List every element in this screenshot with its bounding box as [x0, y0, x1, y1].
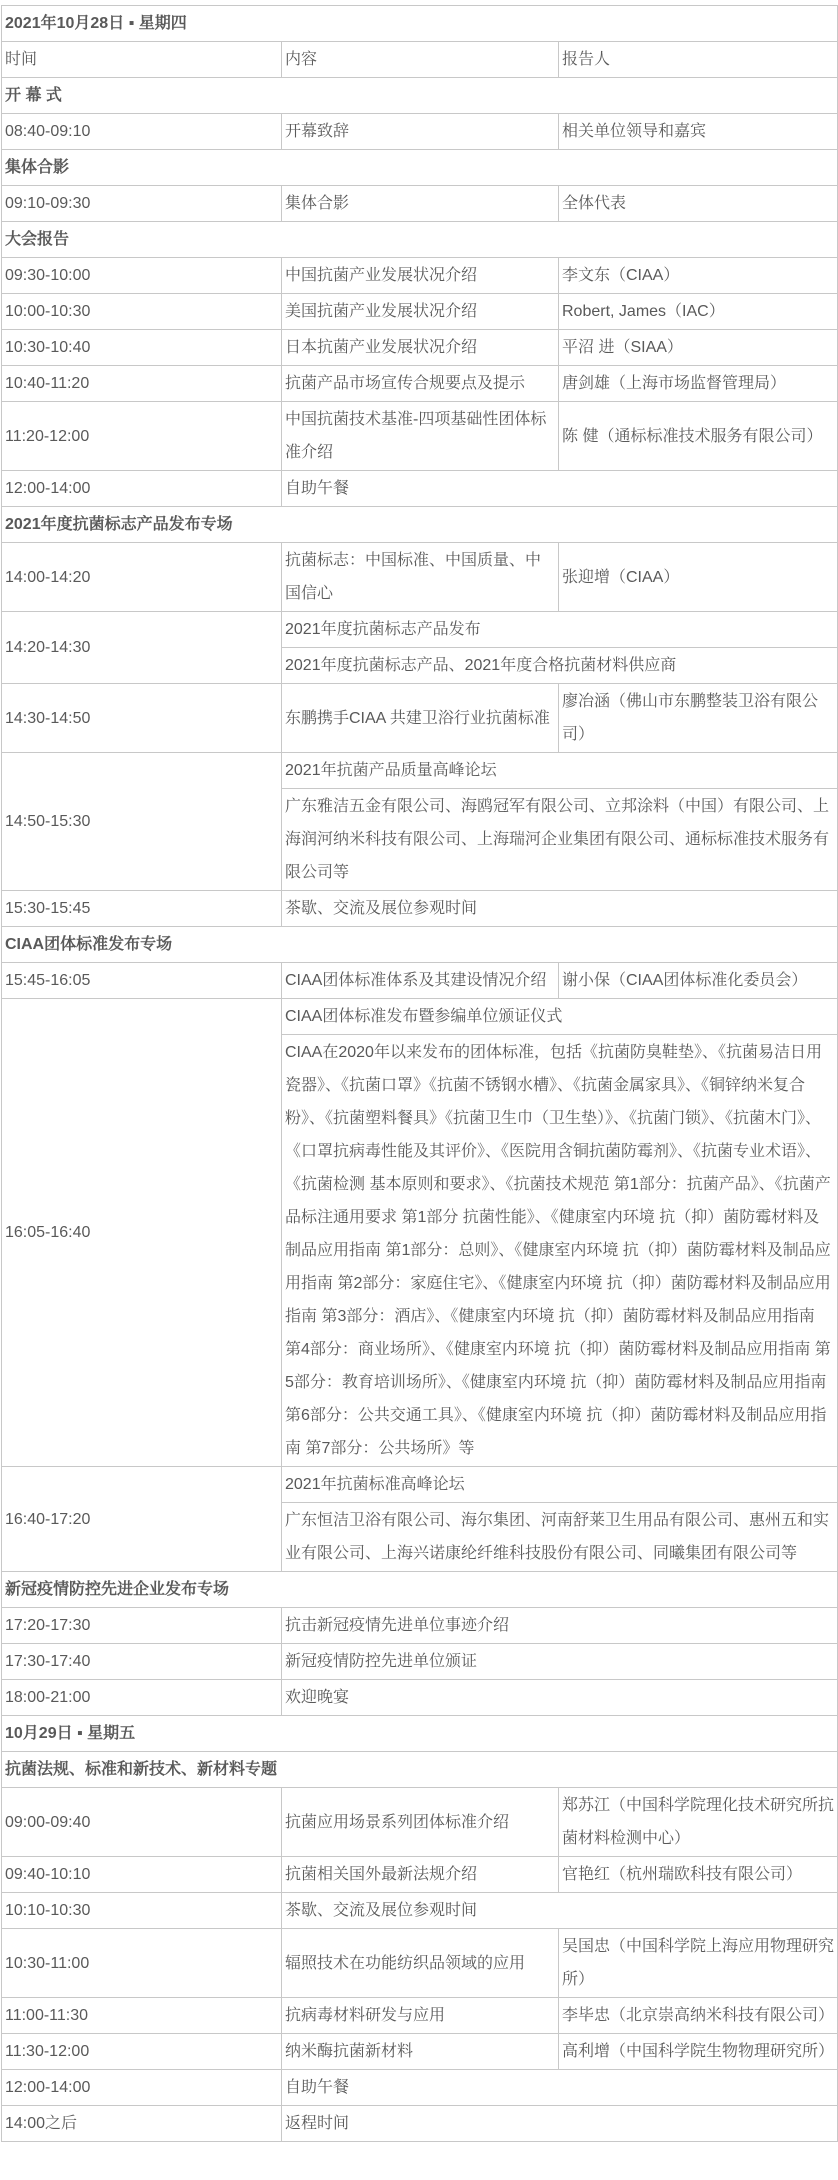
schedule-table	[1, 5, 838, 2142]
agenda-row	[2, 543, 838, 612]
agenda-row	[2, 1608, 838, 1644]
content-cell: 2021年抗菌产品质量高峰论坛	[282, 753, 838, 789]
agenda-row	[2, 753, 838, 789]
content-cell: 2021年度抗菌标志产品、2021年度合格抗菌材料供应商	[282, 648, 838, 684]
time-cell: 16:40-17:20	[2, 1467, 282, 1572]
agenda-row	[2, 2106, 838, 2142]
time-cell: 10:00-10:30	[2, 294, 282, 330]
section-label: 抗菌法规、标准和新技术、新材料专题	[2, 1752, 838, 1788]
content-cell: 中国抗菌技术基准-四项基础性团体标准介绍	[282, 402, 559, 471]
section-row	[2, 927, 838, 963]
agenda-row	[2, 1680, 838, 1716]
time-cell: 10:40-11:20	[2, 366, 282, 402]
agenda-row	[2, 999, 838, 1035]
content-cell: 自助午餐	[282, 471, 838, 507]
day-header-row	[2, 6, 838, 42]
content-cell: CIAA团体标准发布暨参编单位颁证仪式	[282, 999, 838, 1035]
content-cell: 集体合影	[282, 186, 559, 222]
section-row	[2, 1572, 838, 1608]
time-cell: 09:00-09:40	[2, 1788, 282, 1857]
content-cell: 抗菌产品市场宣传合规要点及提示	[282, 366, 559, 402]
agenda-row	[2, 114, 838, 150]
speaker-cell: 李文东（CIAA）	[559, 258, 838, 294]
speaker-cell: 平沼 进（SIAA）	[559, 330, 838, 366]
day-label: 10月29日 ▪ 星期五	[2, 1716, 838, 1752]
section-row	[2, 222, 838, 258]
time-cell: 14:00之后	[2, 2106, 282, 2142]
agenda-row	[2, 1857, 838, 1893]
speaker-cell: 吴国忠（中国科学院上海应用物理研究所）	[559, 1929, 838, 1998]
speaker-cell: 李毕忠（北京崇高纳米科技有限公司）	[559, 1998, 838, 2034]
agenda-row	[2, 684, 838, 753]
section-row	[2, 78, 838, 114]
section-label: 新冠疫情防控先进企业发布专场	[2, 1572, 838, 1608]
speaker-cell: 郑苏江（中国科学院理化技术研究所抗菌材料检测中心）	[559, 1788, 838, 1857]
speaker-cell: 高利增（中国科学院生物物理研究所）	[559, 2034, 838, 2070]
time-cell: 16:05-16:40	[2, 999, 282, 1467]
time-cell: 11:20-12:00	[2, 402, 282, 471]
speaker-cell: 全体代表	[559, 186, 838, 222]
agenda-row	[2, 612, 838, 648]
content-cell: 抗菌应用场景系列团体标准介绍	[282, 1788, 559, 1857]
content-cell: 返程时间	[282, 2106, 838, 2142]
section-label: 大会报告	[2, 222, 838, 258]
day-label: 2021年10月28日 ▪ 星期四	[2, 6, 838, 42]
agenda-row	[2, 258, 838, 294]
content-cell: 广东恒洁卫浴有限公司、海尔集团、河南舒莱卫生用品有限公司、惠州五和实业有限公司、上海兴诺康纶纤维科技股份有限公司、同曦集团有限公司等	[282, 1503, 838, 1572]
section-row	[2, 150, 838, 186]
time-cell: 17:20-17:30	[2, 1608, 282, 1644]
agenda-row	[2, 1788, 838, 1857]
time-cell: 14:30-14:50	[2, 684, 282, 753]
content-cell: 日本抗菌产业发展状况介绍	[282, 330, 559, 366]
content-cell: 纳米酶抗菌新材料	[282, 2034, 559, 2070]
speaker-cell: 陈 健（通标标准技术服务有限公司）	[559, 402, 838, 471]
agenda-row	[2, 1998, 838, 2034]
content-cell: 2021年抗菌标准高峰论坛	[282, 1467, 838, 1503]
content-cell: 东鹏携手CIAA 共建卫浴行业抗菌标准	[282, 684, 559, 753]
agenda-row	[2, 1644, 838, 1680]
agenda-row	[2, 891, 838, 927]
agenda-row	[2, 186, 838, 222]
content-cell: 茶歇、交流及展位参观时间	[282, 1893, 838, 1929]
content-cell: 抗击新冠疫情先进单位事迹介绍	[282, 1608, 838, 1644]
agenda-row	[2, 402, 838, 471]
section-label: 2021年度抗菌标志产品发布专场	[2, 507, 838, 543]
content-cell: 抗菌标志：中国标准、中国质量、中国信心	[282, 543, 559, 612]
agenda-row	[2, 2034, 838, 2070]
agenda-row	[2, 471, 838, 507]
section-row	[2, 1752, 838, 1788]
content-cell: 新冠疫情防控先进单位颁证	[282, 1644, 838, 1680]
column-header: 时间	[2, 42, 282, 78]
content-cell: 开幕致辞	[282, 114, 559, 150]
content-cell: CIAA团体标准体系及其建设情况介绍	[282, 963, 559, 999]
content-cell: 自助午餐	[282, 2070, 838, 2106]
time-cell: 12:00-14:00	[2, 471, 282, 507]
time-cell: 14:20-14:30	[2, 612, 282, 684]
time-cell: 14:50-15:30	[2, 753, 282, 891]
time-cell: 10:10-10:30	[2, 1893, 282, 1929]
agenda-row	[2, 1929, 838, 1998]
time-cell: 10:30-10:40	[2, 330, 282, 366]
speaker-cell: 廖冶涵（佛山市东鹏整装卫浴有限公司）	[559, 684, 838, 753]
speaker-cell: 相关单位领导和嘉宾	[559, 114, 838, 150]
section-label: CIAA团体标准发布专场	[2, 927, 838, 963]
speaker-cell: 张迎增（CIAA）	[559, 543, 838, 612]
agenda-row	[2, 294, 838, 330]
column-header: 报告人	[559, 42, 838, 78]
agenda-row	[2, 963, 838, 999]
speaker-cell: 唐剑雄（上海市场监督管理局）	[559, 366, 838, 402]
content-cell: 抗菌相关国外最新法规介绍	[282, 1857, 559, 1893]
time-cell: 08:40-09:10	[2, 114, 282, 150]
column-header-row	[2, 42, 838, 78]
section-row	[2, 507, 838, 543]
schedule-table-body	[2, 6, 838, 2142]
content-cell: 茶歇、交流及展位参观时间	[282, 891, 838, 927]
time-cell: 12:00-14:00	[2, 2070, 282, 2106]
agenda-row	[2, 1893, 838, 1929]
agenda-row	[2, 330, 838, 366]
time-cell: 09:10-09:30	[2, 186, 282, 222]
time-cell: 17:30-17:40	[2, 1644, 282, 1680]
speaker-cell: 谢小保（CIAA团体标准化委员会）	[559, 963, 838, 999]
section-label: 开 幕 式	[2, 78, 838, 114]
time-cell: 18:00-21:00	[2, 1680, 282, 1716]
agenda-row	[2, 1467, 838, 1503]
time-cell: 15:45-16:05	[2, 963, 282, 999]
speaker-cell: Robert, James（IAC）	[559, 294, 838, 330]
section-label: 集体合影	[2, 150, 838, 186]
content-cell: 欢迎晚宴	[282, 1680, 838, 1716]
speaker-cell: 官艳红（杭州瑞欧科技有限公司）	[559, 1857, 838, 1893]
content-cell: 抗病毒材料研发与应用	[282, 1998, 559, 2034]
time-cell: 11:30-12:00	[2, 2034, 282, 2070]
content-cell: 2021年度抗菌标志产品发布	[282, 612, 838, 648]
content-cell: 辐照技术在功能纺织品领域的应用	[282, 1929, 559, 1998]
time-cell: 10:30-11:00	[2, 1929, 282, 1998]
time-cell: 09:40-10:10	[2, 1857, 282, 1893]
day-header-row	[2, 1716, 838, 1752]
time-cell: 11:00-11:30	[2, 1998, 282, 2034]
content-cell: 广东雅洁五金有限公司、海鸥冠军有限公司、立邦涂料（中国）有限公司、上海润河纳米科技有限公司、上海瑞河企业集团有限公司、通标标准技术服务有限公司等	[282, 789, 838, 891]
content-cell: 美国抗菌产业发展状况介绍	[282, 294, 559, 330]
agenda-row	[2, 2070, 838, 2106]
time-cell: 14:00-14:20	[2, 543, 282, 612]
time-cell: 15:30-15:45	[2, 891, 282, 927]
time-cell: 09:30-10:00	[2, 258, 282, 294]
content-cell: 中国抗菌产业发展状况介绍	[282, 258, 559, 294]
agenda-row	[2, 366, 838, 402]
content-cell: CIAA在2020年以来发布的团体标准，包括《抗菌防臭鞋垫》、《抗菌易洁日用瓷器》、《抗菌口罩》《抗菌不锈钢水槽》、《抗菌金属家具》、《铜锌纳米复合粉》、《抗菌塑料餐具》《抗菌卫生巾（卫生垫）》、《抗菌门锁》、《抗菌木门》、《口罩抗病毒性能及其评价》、《医院用含铜抗菌防霉剂》、《抗菌专业术语》、《抗菌检测 基本原则和要求》、《抗菌技术规范 第1部分：抗菌产品》、《抗菌产品标注通用要求 第1部分 抗菌性能》、《健康室内环境 抗（抑）菌防霉材料及制品应用指南 第1部分：总则》、《健康室内环境 抗（抑）菌防霉材料及制品应用指南 第2部分：家庭住宅》、《健康室内环境 抗（抑）菌防霉材料及制品应用指南 第3部分：酒店》、《健康室内环境 抗（抑）菌防霉材料及制品应用指南 第4部分：商业场所》、《健康室内环境 抗（抑）菌防霉材料及制品应用指南 第5部分：教育培训场所》、《健康室内环境 抗（抑）菌防霉材料及制品应用指南 第6部分：公共交通工具》、《健康室内环境 抗（抑）菌防霉材料及制品应用指南 第7部分：公共场所》等	[282, 1035, 838, 1467]
column-header: 内容	[282, 42, 559, 78]
